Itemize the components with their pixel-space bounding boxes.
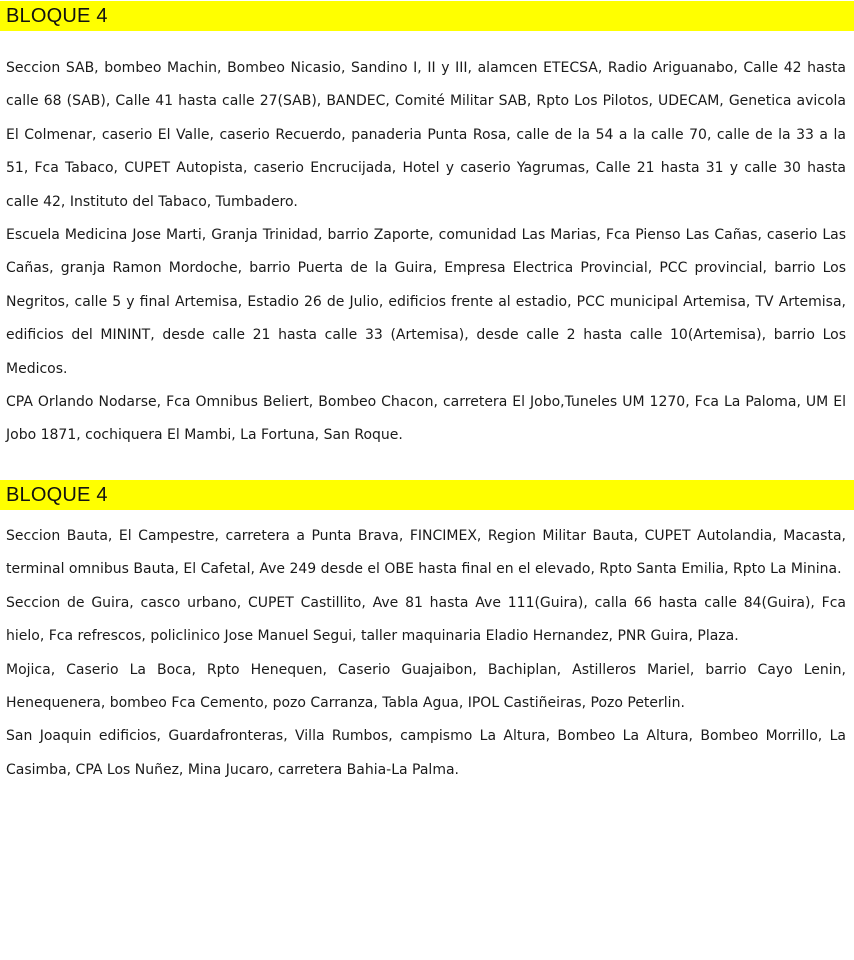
block-1-paragraph-3: CPA Orlando Nodarse, Fca Omnibus Beliert, Bombeo Chacon, carretera El Jobo,Tuneles UM 1270, Fca La Paloma, UM El Jobo 1871, cochiquera El Mambi, La Fortuna, San Roque. [6, 394, 846, 444]
block-1-paragraph-2: Escuela Medicina Jose Marti, Granja Trinidad, barrio Zaporte, comunidad Las Marias, Fca Pienso Las Cañas, caserio Las Cañas, granja Ramon Mordoche, barrio Puerta de la Guira, Empresa Electrica Provincial, PCC provincial, barrio Los Negritos, calle 5 y final Artemisa, Estadio 26 de Julio, edificios frente al estadio, PCC municipal Artemisa, TV Artemisa, edificios del MININT, desde calle 21 hasta calle 33 (Artemisa), desde calle 2 hasta calle 10(Artemisa), barrio Los Medicos. [6, 227, 846, 377]
block-1-header [0, 1, 854, 31]
block-2-title: BLOQUE 4 [6, 484, 108, 506]
block-1-title: BLOQUE 4 [6, 5, 108, 27]
block-2-content [6, 520, 846, 787]
block-2-paragraph-1: Seccion Bauta, El Campestre, carretera a Punta Brava, FINCIMEX, Region Militar Bauta, CUPET Autolandia, Macasta, terminal omnibus Bauta, El Cafetal, Ave 249 desde el OBE hasta final en el elevado, Rpto Santa Emilia, Rpto La Minina. [6, 528, 846, 578]
block-1-content [6, 52, 846, 453]
block-1-paragraph-1: Seccion SAB, bombeo Machin, Bombeo Nicasio, Sandino I, II y III, alamcen ETECSA, Radio Ariguanabo, Calle 42 hasta calle 68 (SAB), Calle 41 hasta calle 27(SAB), BANDEC, Comité Militar SAB, Rpto Los Pilotos, UDECAM, Genetica avicola El Colmenar, caserio El Valle, caserio Recuerdo, panaderia Punta Rosa, calle de la 54 a la calle 70, calle de la 33 a la 51, Fca Tabaco, CUPET Autopista, caserio Encrucijada, Hotel y caserio Yagrumas, Calle 21 hasta 31 y calle 30 hasta calle 42, Instituto del Tabaco, Tumbadero. [6, 60, 846, 210]
block-2-paragraph-4: San Joaquin edificios, Guardafronteras, Villa Rumbos, campismo La Altura, Bombeo La Altura, Bombeo Morrillo, La Casimba, CPA Los Nuñez, Mina Jucaro, carretera Bahia-La Palma. [6, 728, 846, 778]
block-2-paragraph-2: Seccion de Guira, casco urbano, CUPET Castillito, Ave 81 hasta Ave 111(Guira), calla 66 hasta calle 84(Guira), Fca hielo, Fca refrescos, policlinico Jose Manuel Segui, taller maquinaria Eladio Hernandez, PNR Guira, Plaza. [6, 594, 846, 645]
block-2-paragraph-3: Mojica, Caserio La Boca, Rpto Henequen, Caserio Guajaibon, Bachiplan, Astilleros Mariel, barrio Cayo Lenin, Henequenera, bombeo Fca Cemento, pozo Carranza, Tabla Agua, IPOL Castiñeiras, Pozo Peterlin. [6, 661, 846, 712]
block-2-header [0, 480, 854, 510]
